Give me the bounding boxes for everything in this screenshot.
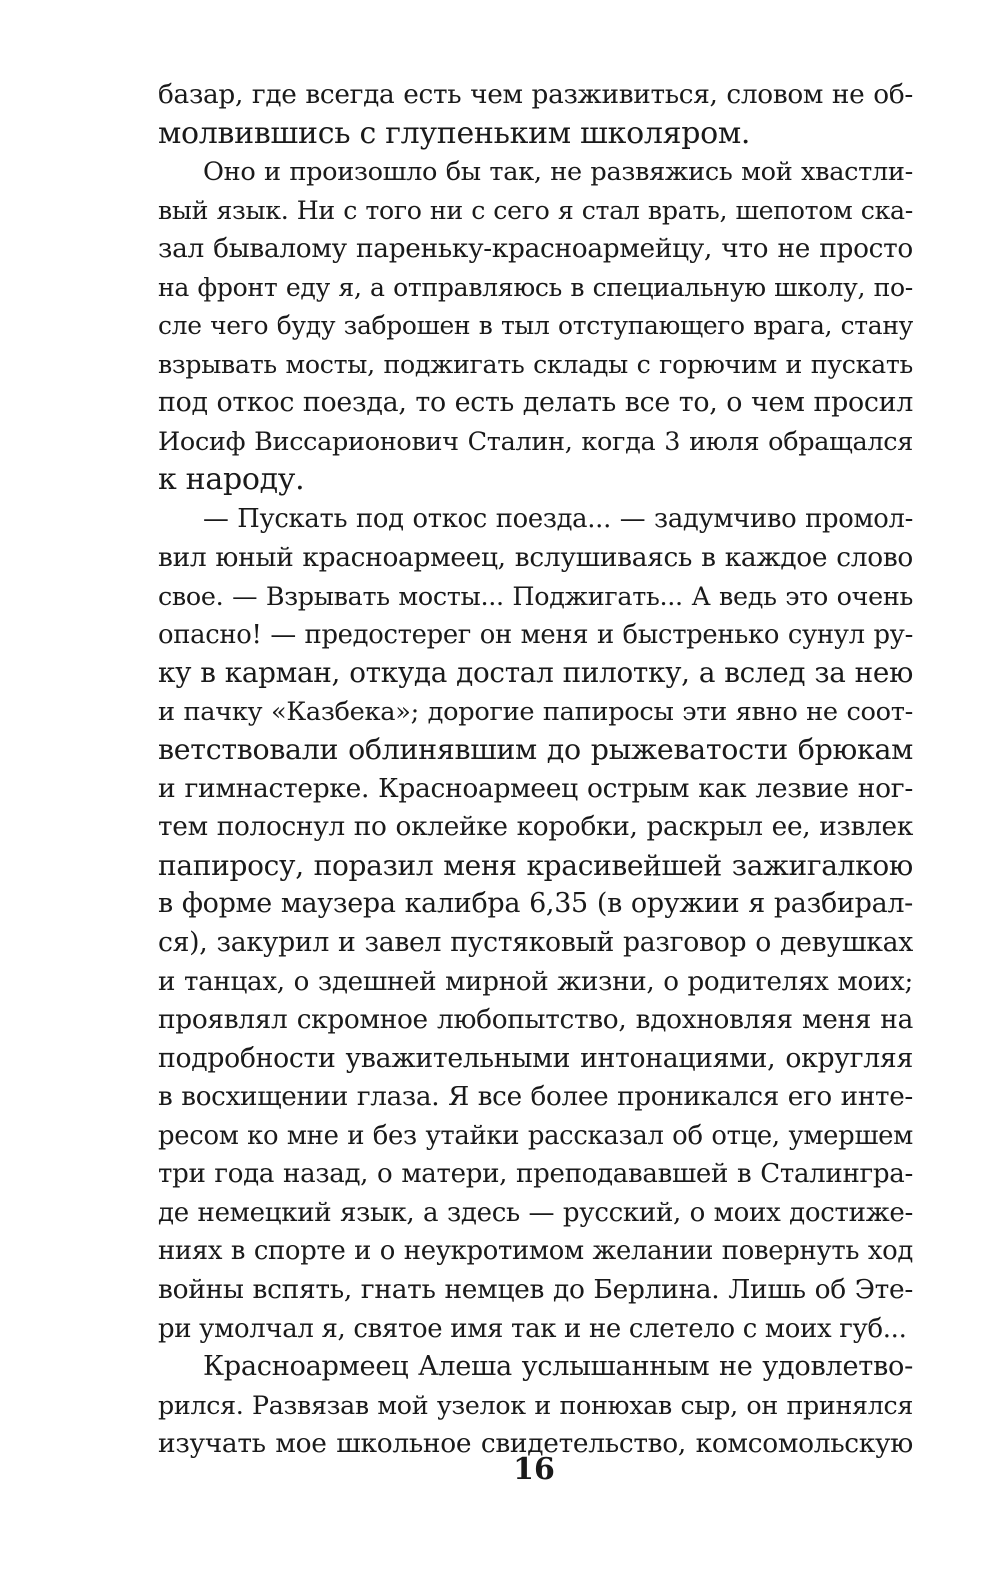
text-line: тем полоснул по оклейке коробки, раскрыл ее, извлек bbox=[158, 812, 913, 843]
text-line: и гимнастерке. Красноармеец острым как лезвие ног- bbox=[158, 772, 913, 804]
text-line: зал бывалому пареньку-красноармейцу, что не просто bbox=[158, 234, 913, 265]
text-line: в форме маузера калибра 6,35 (в оружии я разбирал- bbox=[158, 888, 913, 920]
text-line: и пачку «Казбека»; дорогие папиросы эти явно не соот- bbox=[158, 696, 913, 727]
text-line: подробности уважительными интонациями, округляя bbox=[158, 1042, 913, 1074]
page-number: 16 bbox=[513, 1452, 555, 1487]
text-line: ресом ко мне и без утайки рассказал об отце, умершем bbox=[158, 1120, 913, 1151]
text-line: рился. Развязав мой узелок и понюхав сыр, он принялся bbox=[158, 1390, 913, 1420]
text-line: ниях в спорте и о неукротимом желании повернуть ход bbox=[158, 1236, 913, 1267]
text-line: базар, где всегда есть чем разживиться, словом не об- bbox=[158, 80, 913, 110]
text-line: сле чего буду заброшен в тыл отступающего врага, стану bbox=[158, 311, 913, 341]
text-line: свое. — Взрывать мосты... Поджигать... А ведь это очень bbox=[158, 581, 913, 612]
text-line: к народу. bbox=[158, 462, 305, 498]
text-line: вый язык. Ни с того ни с сего я стал врать, шепотом ска- bbox=[158, 195, 913, 225]
text-line: молвившись с глупеньким школяром. bbox=[158, 115, 751, 151]
text-line: Оно и произошло бы так, не развяжись мой хвастли- bbox=[203, 157, 913, 188]
text-line: и танцах, о здешней мирной жизни, о родителях моих; bbox=[158, 966, 913, 997]
text-line: ри умолчал я, святое имя так и не слетело с моих губ... bbox=[158, 1313, 907, 1344]
text-line: ся), закурил и завел пустяковый разговор о девушках bbox=[158, 927, 913, 959]
text-line: ветствовали облинявшим до рыжеватости брюкам bbox=[158, 733, 913, 767]
text-line: папиросу, поразил меня красивейшей зажигалкою bbox=[158, 848, 913, 882]
text-line: изучать мое школьное свидетельство, комсомольскую bbox=[158, 1428, 913, 1460]
body-text bbox=[158, 76, 913, 1464]
text-line: Иосиф Виссарионович Сталин, когда 3 июля обращался bbox=[158, 426, 913, 457]
text-line: вил юный красноармеец, вслушиваясь в каждое слово bbox=[158, 541, 913, 573]
text-line: три года назад, о матери, преподававшей в Сталингра- bbox=[158, 1159, 913, 1190]
text-line: де немецкий язык, а здесь — русский, о моих достиже- bbox=[158, 1197, 913, 1228]
text-line: ку в карман, откуда достал пилотку, а вслед за нею bbox=[158, 656, 913, 690]
text-line: взрывать мосты, поджигать склады с горючим и пускать bbox=[158, 349, 913, 379]
text-line: на фронт еду я, а отправляюсь в специальную школу, по- bbox=[158, 272, 913, 302]
text-line: под откос поезда, то есть делать все то, о чем просил bbox=[158, 387, 913, 419]
text-line: — Пускать под откос поезда... — задумчиво промол- bbox=[203, 504, 913, 535]
text-line: Красноармеец Алеша услышанным не удовлетво- bbox=[203, 1351, 913, 1383]
text-line: в восхищении глаза. Я все более проникался его инте- bbox=[158, 1082, 913, 1113]
text-line: войны вспять, гнать немцев до Берлина. Лишь об Этe- bbox=[158, 1273, 913, 1305]
text-line: проявлял скромное любопытство, вдохновляя меня на bbox=[158, 1005, 913, 1036]
text-line: опасно! — предостерег он меня и быстренько сунул ру- bbox=[158, 619, 913, 650]
